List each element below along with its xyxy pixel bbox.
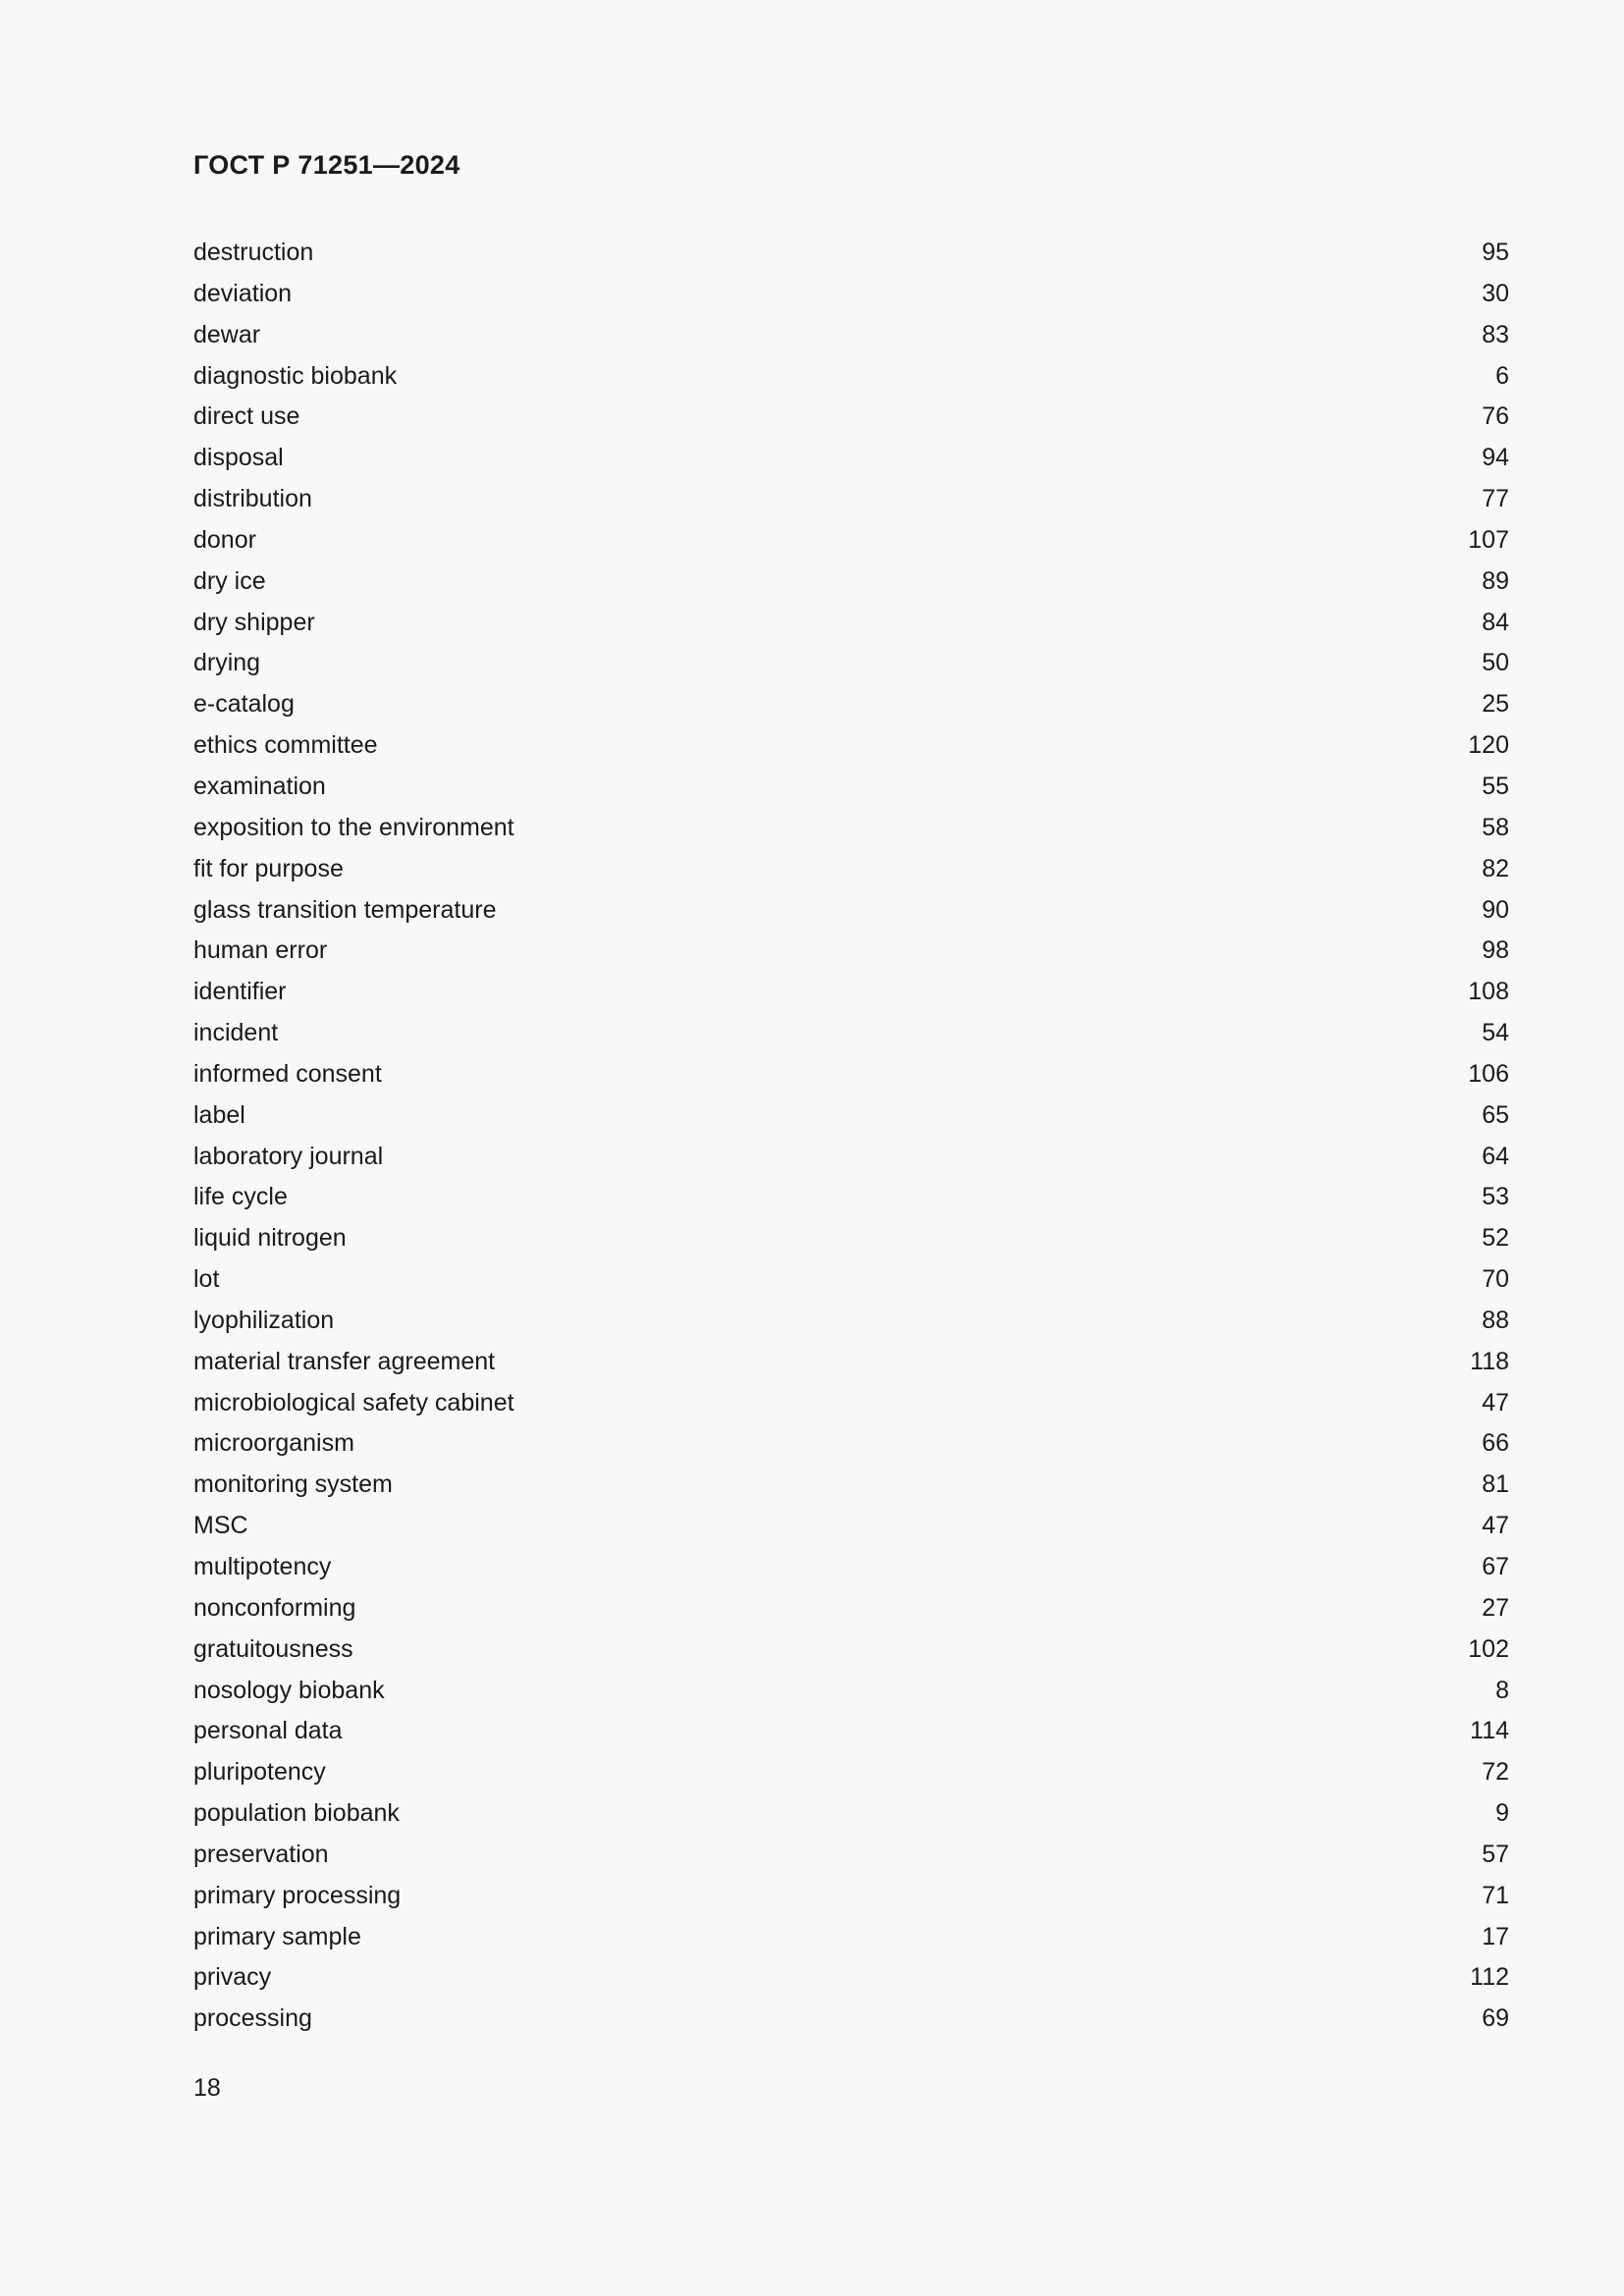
index-entry [193, 1506, 1509, 1547]
index-term-number: 70 [1482, 1265, 1509, 1294]
index-term: personal data [193, 1717, 343, 1745]
index-term-number: 25 [1482, 690, 1509, 719]
index-term-number: 94 [1482, 444, 1509, 472]
index-term: dewar [193, 320, 261, 348]
index-entry [193, 1301, 1509, 1342]
index-term-number: 114 [1470, 1717, 1509, 1745]
index-entry [193, 1835, 1509, 1876]
index-term: gratuitousness [193, 1634, 353, 1663]
index-term-number: 120 [1468, 731, 1509, 760]
index-term: disposal [193, 444, 284, 472]
index-term-number: 89 [1482, 566, 1509, 595]
index-term-number: 6 [1495, 361, 1509, 390]
index-term-number: 72 [1482, 1758, 1509, 1787]
index-term-number: 54 [1482, 1019, 1509, 1047]
index-term: nosology biobank [193, 1676, 385, 1704]
index-entry [193, 1629, 1509, 1671]
index-term: human error [193, 936, 328, 965]
index-term: microbiological safety cabinet [193, 1388, 514, 1416]
index-term-number: 90 [1482, 895, 1509, 924]
index-term: primary sample [193, 1922, 361, 1950]
index-term: donor [193, 525, 256, 554]
index-term-number: 84 [1482, 608, 1509, 636]
index-term-number: 53 [1482, 1183, 1509, 1211]
index-term-number: 88 [1482, 1306, 1509, 1334]
index-term: dry shipper [193, 608, 315, 636]
index-term-number: 98 [1482, 936, 1509, 965]
index-term: diagnostic biobank [193, 361, 398, 390]
document-header-title: ГОСТ Р 71251—2024 [193, 150, 460, 180]
index-term-number: 66 [1482, 1429, 1509, 1458]
index-term-number: 52 [1482, 1224, 1509, 1253]
index-term: drying [193, 649, 261, 677]
index-term: multipotency [193, 1553, 332, 1580]
index-term-number: 64 [1482, 1142, 1509, 1170]
index-term-number: 118 [1470, 1347, 1509, 1375]
index-term: destruction [193, 239, 314, 266]
index-entry [193, 1423, 1509, 1465]
index-term: microorganism [193, 1429, 354, 1458]
index-term: fit for purpose [193, 854, 344, 882]
index-entry [193, 931, 1509, 972]
index-term-number: 107 [1468, 525, 1509, 554]
index-term: population biobank [193, 1799, 400, 1828]
index-term: ethics committee [193, 731, 378, 760]
index-term-number: 17 [1482, 1922, 1509, 1950]
index-term: examination [193, 772, 326, 800]
index-entry [193, 1752, 1509, 1793]
index-term-number: 108 [1468, 978, 1509, 1006]
index-entry [193, 1957, 1509, 1999]
index-entry [193, 808, 1509, 849]
index-term: processing [193, 2004, 312, 2033]
index-term: laboratory journal [193, 1142, 384, 1170]
index-term-number: 67 [1482, 1553, 1509, 1580]
index-term-number: 77 [1482, 485, 1509, 513]
index-term: dry ice [193, 566, 266, 595]
index-term: nonconforming [193, 1593, 356, 1622]
index-term: distribution [193, 485, 312, 513]
page-number: 18 [193, 2074, 221, 2102]
index-term: primary processing [193, 1881, 402, 1909]
index-term-number: 9 [1495, 1799, 1509, 1828]
index-term-number: 47 [1482, 1388, 1509, 1416]
index-entry [193, 1588, 1509, 1629]
index-term: deviation [193, 279, 293, 307]
index-term-number: 112 [1470, 1963, 1509, 1992]
index-term-number: 55 [1482, 772, 1509, 800]
index-term-number: 65 [1482, 1100, 1509, 1129]
index-entry [193, 397, 1509, 438]
index-entry [193, 1917, 1509, 1958]
index-entry [193, 479, 1509, 520]
index-term-number: 81 [1482, 1470, 1509, 1499]
index-entry [193, 603, 1509, 644]
index-term: direct use [193, 402, 300, 431]
index-entry [193, 1095, 1509, 1137]
index-entry [193, 1383, 1509, 1424]
index-entry [193, 1259, 1509, 1301]
index-term-number: 50 [1482, 649, 1509, 677]
index-entry [193, 643, 1509, 684]
index-term: preservation [193, 1840, 329, 1868]
index-term: informed consent [193, 1059, 382, 1088]
alphabetical-index-list [193, 233, 1509, 2040]
index-term: lot [193, 1265, 220, 1294]
index-entry [193, 1013, 1509, 1054]
index-entry [193, 438, 1509, 479]
index-term: incident [193, 1019, 279, 1047]
index-term-number: 82 [1482, 854, 1509, 882]
index-entry [193, 520, 1509, 561]
index-entry [193, 1137, 1509, 1178]
index-entry [193, 1711, 1509, 1752]
index-entry [193, 1342, 1509, 1383]
index-term: life cycle [193, 1183, 288, 1211]
index-term-number: 69 [1482, 2004, 1509, 2033]
index-term: identifier [193, 978, 287, 1006]
index-entry [193, 684, 1509, 725]
index-term: monitoring system [193, 1470, 393, 1499]
index-term: glass transition temperature [193, 895, 497, 924]
index-term: e-catalog [193, 690, 295, 719]
index-term-number: 102 [1468, 1634, 1509, 1663]
index-entry [193, 1218, 1509, 1259]
index-term: liquid nitrogen [193, 1224, 347, 1253]
index-entry [193, 972, 1509, 1013]
index-entry [193, 767, 1509, 808]
index-entry [193, 356, 1509, 398]
index-term-number: 71 [1482, 1881, 1509, 1909]
index-entry [193, 849, 1509, 890]
index-term: label [193, 1100, 245, 1129]
index-entry [193, 1177, 1509, 1218]
index-term-number: 57 [1482, 1840, 1509, 1868]
index-term-number: 83 [1482, 320, 1509, 348]
index-entry [193, 561, 1509, 603]
index-term-number: 27 [1482, 1593, 1509, 1622]
index-term: pluripotency [193, 1758, 326, 1787]
index-term: MSC [193, 1512, 248, 1540]
index-entry [193, 315, 1509, 356]
index-term: privacy [193, 1963, 272, 1992]
index-term: exposition to the environment [193, 813, 514, 841]
index-term-number: 8 [1495, 1676, 1509, 1704]
index-term-number: 76 [1482, 402, 1509, 431]
index-entry [193, 1876, 1509, 1917]
index-entry [193, 1054, 1509, 1095]
index-entry [193, 725, 1509, 767]
index-term-number: 95 [1482, 239, 1509, 266]
index-entry [193, 1999, 1509, 2040]
index-entry [193, 890, 1509, 932]
index-entry [193, 1671, 1509, 1712]
index-term-number: 58 [1482, 813, 1509, 841]
index-entry [193, 1547, 1509, 1588]
index-term-number: 47 [1482, 1512, 1509, 1540]
index-entry [193, 1465, 1509, 1506]
index-entry [193, 233, 1509, 274]
index-term-number: 30 [1482, 279, 1509, 307]
index-term: material transfer agreement [193, 1347, 496, 1375]
index-term-number: 106 [1468, 1059, 1509, 1088]
index-entry [193, 274, 1509, 315]
index-term: lyophilization [193, 1306, 335, 1334]
index-entry [193, 1793, 1509, 1835]
